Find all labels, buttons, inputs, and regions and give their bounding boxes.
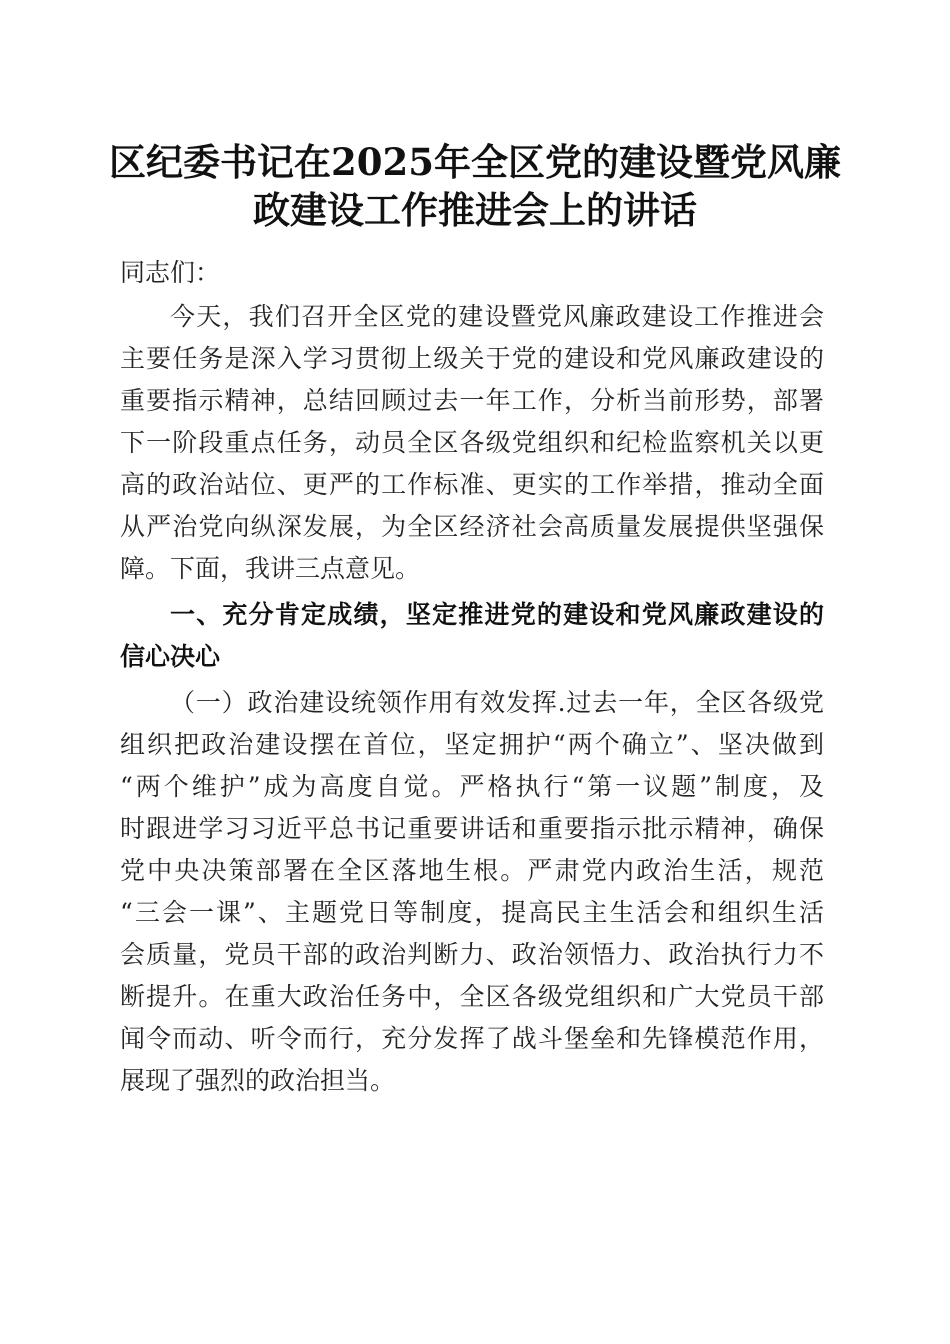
paragraph-line: 会质量，党员干部的政治判断力、政治领悟力、政治执行力不 [120,940,824,969]
paragraph-line: 今天，我们召开全区党的建设暨党风廉政建设工作推进会 [170,302,824,331]
paragraph-line: （一）政治建设统领作用有效发挥.过去一年，全区各级党 [170,688,824,717]
document-title [100,138,850,234]
salutation: 同志们： [120,258,221,287]
paragraph-line: 高的政治站位、更严的工作标准、更实的工作举措，推动全面 [120,470,824,499]
paragraph-line: “三会一课”、主题党日等制度，提高民主生活会和组织生活 [120,898,824,927]
paragraph-line: 重要指示精神，总结回顾过去一年工作，分析当前形势，部署 [120,386,824,415]
paragraph-line: 党中央决策部署在全区落地生根。严肃党内政治生活，规范 [120,856,824,885]
paragraph-line: 主要任务是深入学习贯彻上级关于党的建设和党风廉政建设的 [120,344,824,373]
paragraph-line: 下一阶段重点任务，动员全区各级党组织和纪检监察机关以更 [120,428,824,457]
heading-line: 一、充分肯定成绩，坚定推进党的建设和党风廉政建设的 [170,600,824,629]
intro-paragraph [120,296,824,590]
paragraph-line: 障。下面，我讲三点意见。 [120,554,421,583]
title-line-2: 政建设工作推进会上的讲话 [253,188,697,232]
paragraph-line: 组织把政治建设摆在首位，坚定拥护“两个确立”、坚决做到 [120,730,824,759]
paragraph-line: 断提升。在重大政治任务中，全区各级党组织和广大党员干部 [120,982,824,1011]
section-heading-1 [120,594,824,678]
subsection-paragraph-1 [120,682,824,1102]
document-body [120,252,824,1102]
paragraph-line: “两个维护”成为高度自觉。严格执行“第一议题”制度，及 [120,772,824,801]
paragraph-line: 时跟进学习习近平总书记重要讲话和重要指示批示精神，确保 [120,814,824,843]
paragraph-line: 从严治党向纵深发展，为全区经济社会高质量发展提供坚强保 [120,512,824,541]
title-line-1: 区纪委书记在2025年全区党的建设暨党风廉 [109,140,841,184]
paragraph-line: 闻令而动、听令而行，充分发挥了战斗堡垒和先锋模范作用， [120,1024,824,1053]
heading-line: 信心决心 [120,642,221,671]
paragraph-line: 展现了强烈的政治担当。 [120,1066,396,1095]
